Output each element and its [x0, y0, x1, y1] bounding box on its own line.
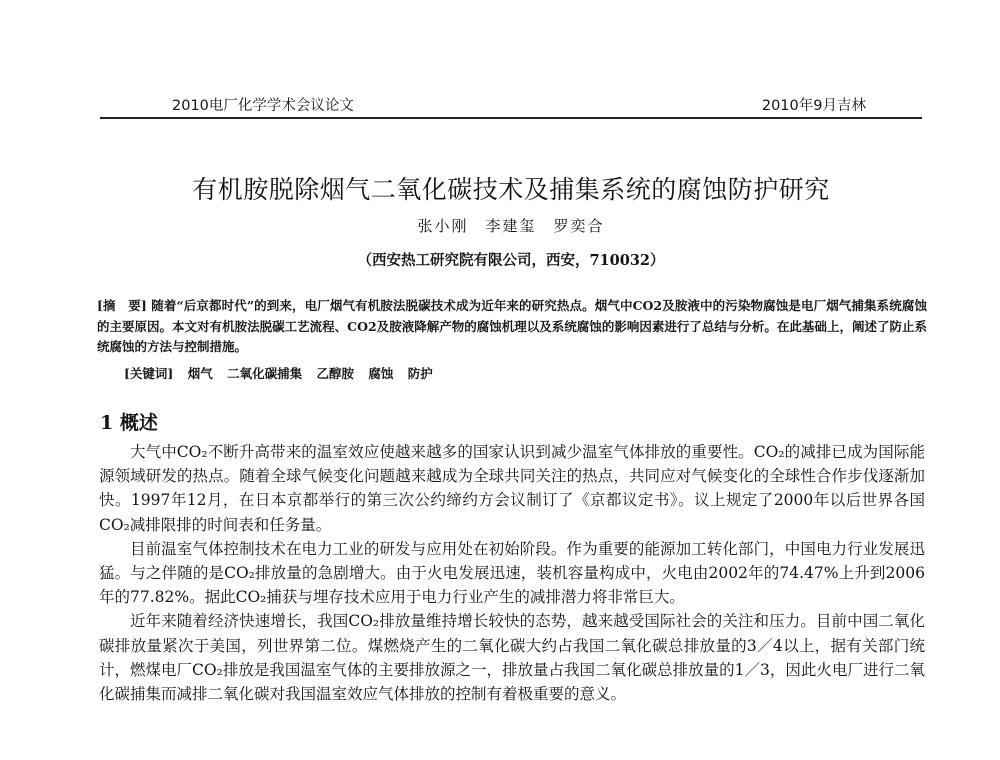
keyword: 防护 — [407, 366, 433, 381]
keywords-label: [关键词] — [124, 366, 174, 381]
header-conference: 2010电厂化学学术会议论文 — [172, 98, 354, 114]
keyword: 乙醇胺 — [316, 366, 354, 381]
affiliation: （西安热工研究院有限公司，西安，710032） — [357, 252, 665, 269]
paragraph: 近年来随着经济快速增长，我国CO₂排放量维持增长较快的态势，越来越受国际社会的关注和压力。目前中国二氧化碳排放量紧次于美国，列世界第二位。煤燃烧产生的二氧化碳大约占我国二氧化碳总排放量的3／4以上，据有关部门统计，燃煤电厂CO₂排放是我国温室气体的主要排放源之一，排放量占我国二氧化碳总排放量的1／3，因此火电厂进行二氧化碳捕集而减排二氧化碳对我国温室效应气体排放的控制有着极重要的意义。 — [99, 612, 925, 704]
paragraph: 大气中CO₂不断升高带来的温室效应使越来越多的国家认识到减少温室气体排放的重要性。CO₂的减排已成为国际能源领域研发的热点。随着全球气候变化问题越来越成为全球共同关注的热点，共同应对气候变化的全球性合作步伐逐渐加快。1997年12月，在日本京都举行的第三次公约缔约方会议制订了《京都议定书》。议上规定了2000年以后世界各国CO₂减排限排的时间表和任务量。 — [99, 443, 925, 534]
keyword: 烟气 — [187, 366, 213, 381]
keyword: 二氧化碳捕集 — [227, 366, 303, 381]
paper-title: 有机胺脱除烟气二氧化碳技术及捕集系统的腐蚀防护研究 — [192, 175, 830, 204]
section-heading: 1 概述 — [100, 412, 158, 434]
author-list: 张小刚 李建玺 罗奕合 — [417, 217, 605, 235]
header-rule — [100, 117, 922, 119]
header-date-place: 2010年9月吉林 — [761, 98, 866, 114]
keyword: 腐蚀 — [368, 366, 394, 381]
paragraph: 目前温室气体控制技术在电力工业的研发与应用处在初始阶段。作为重要的能源加工转化部门，中国电力行业发展迅猛。与之伴随的是CO₂排放量的急剧增大。由于火电发展迅速，装机容量构成中，火电由2002年的74.47%上升到2006年的77.82%。据此CO₂捕获与埋存技术应用于电力行业产生的减排潜力将非常巨大。 — [99, 539, 925, 607]
keywords — [124, 364, 443, 382]
body-text — [99, 440, 925, 706]
abstract: [摘 要] 随着“后京都时代”的到来，电厂烟气有机胺法脱碳技术成为近年来的研究热点。烟气中CO2及胺液中的污染物腐蚀是电厂烟气捕集系统腐蚀的主要原因。本文对有机胺法脱碳工艺流程、CO2及胺液降解产物的腐蚀机理以及系统腐蚀的影响因素进行了总结与分析。在此基础上，阐述了防止系统腐蚀的方法与控制措施。 — [97, 298, 927, 354]
running-header — [100, 92, 922, 116]
